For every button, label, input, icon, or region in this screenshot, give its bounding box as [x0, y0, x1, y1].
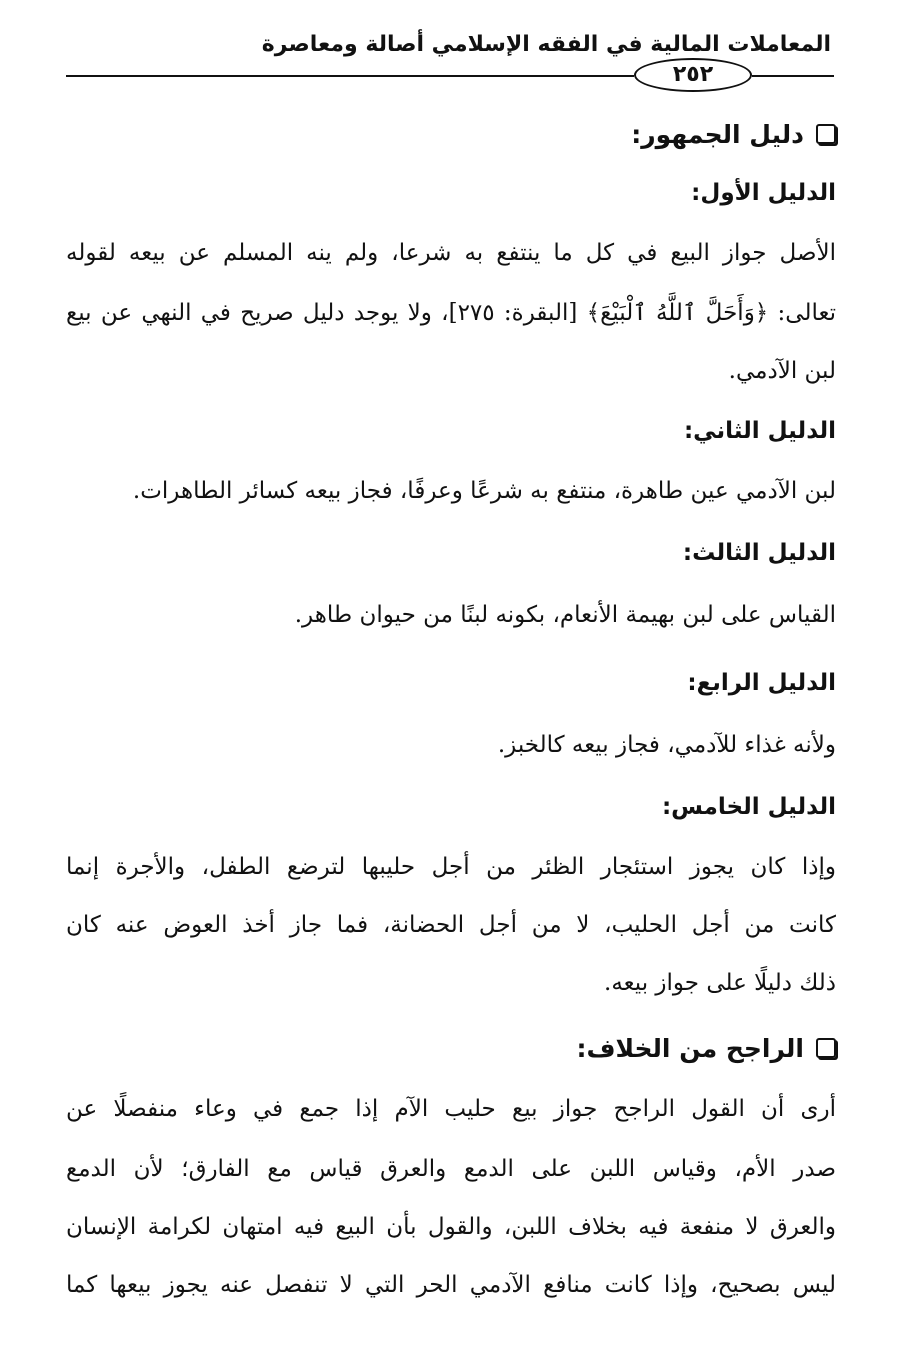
- checkbox-square-icon: [816, 124, 836, 144]
- section-title-text: الراجح من الخلاف:: [576, 1034, 804, 1063]
- paragraph-line: والعرق لا منفعة فيه بخلاف اللبن، والقول بأن البيع فيه امتهان لكرامة الإنسان: [66, 1214, 836, 1240]
- running-header-title: المعاملات المالية في الفقه الإسلامي أصالة ومعاصرة: [261, 32, 831, 57]
- paragraph-line: كانت من أجل الحليب، لا من أجل الحضانة، فما جاز أخذ العوض عنه كان: [66, 912, 836, 938]
- evidence-heading-first: الدليل الأول:: [691, 180, 836, 206]
- paragraph-line: ليس بصحيح، وإذا كانت منافع الآدمي الحر التي لا تنفصل عنه يجوز بيعها كما: [66, 1272, 836, 1298]
- paragraph-line: أرى أن القول الراجح جواز بيع حليب الآم إذا جمع في وعاء منفصلًا عن: [66, 1096, 836, 1122]
- section-title-preferred-opinion: [577, 1034, 837, 1063]
- evidence-heading-fifth: الدليل الخامس:: [661, 794, 836, 820]
- paragraph-line: وإذا كان يجوز استئجار الظئر من أجل حليبها لترضع الطفل، والأجرة إنما: [66, 854, 836, 880]
- evidence-heading-second: الدليل الثاني:: [683, 418, 836, 444]
- evidence-heading-fourth: الدليل الرابع:: [687, 670, 836, 696]
- page-number-badge: ٢٥٢: [634, 58, 752, 92]
- paragraph-line: لبن الآدمي عين طاهرة، منتفع به شرعًا وعرفًا، فجاز بيعه كسائر الطاهرات.: [132, 478, 836, 504]
- paragraph-line: القياس على لبن بهيمة الأنعام، بكونه لبنًا من حيوان طاهر.: [294, 602, 836, 628]
- paragraph-line: صدر الأم، وقياس اللبن على الدمع والعرق قياس مع الفارق؛ لأن الدمع: [66, 1156, 836, 1182]
- section-title-majority-evidence: [631, 120, 836, 149]
- checkbox-square-icon: [816, 1038, 836, 1058]
- paragraph-line: تعالى: ﴿وَأَحَلَّ ٱللَّهُ ٱلْبَيْعَ﴾ [البقرة: ٢٧٥]، ولا يوجد دليل صريح في النهي عن بيع: [66, 300, 836, 326]
- section-title-text: دليل الجمهور:: [631, 120, 804, 149]
- evidence-heading-third: الدليل الثالث:: [682, 540, 836, 566]
- header-rule-left: [66, 75, 634, 77]
- paragraph-line: ذلك دليلًا على جواز بيعه.: [604, 970, 836, 996]
- header-rule-right: [752, 75, 834, 77]
- paragraph-line: ولأنه غذاء للآدمي، فجاز بيعه كالخبز.: [497, 732, 836, 758]
- paragraph-line: لبن الآدمي.: [728, 358, 836, 384]
- paragraph-line: الأصل جواز البيع في كل ما ينتفع به شرعا، ولم ينه المسلم عن بيعه لقوله: [66, 240, 836, 266]
